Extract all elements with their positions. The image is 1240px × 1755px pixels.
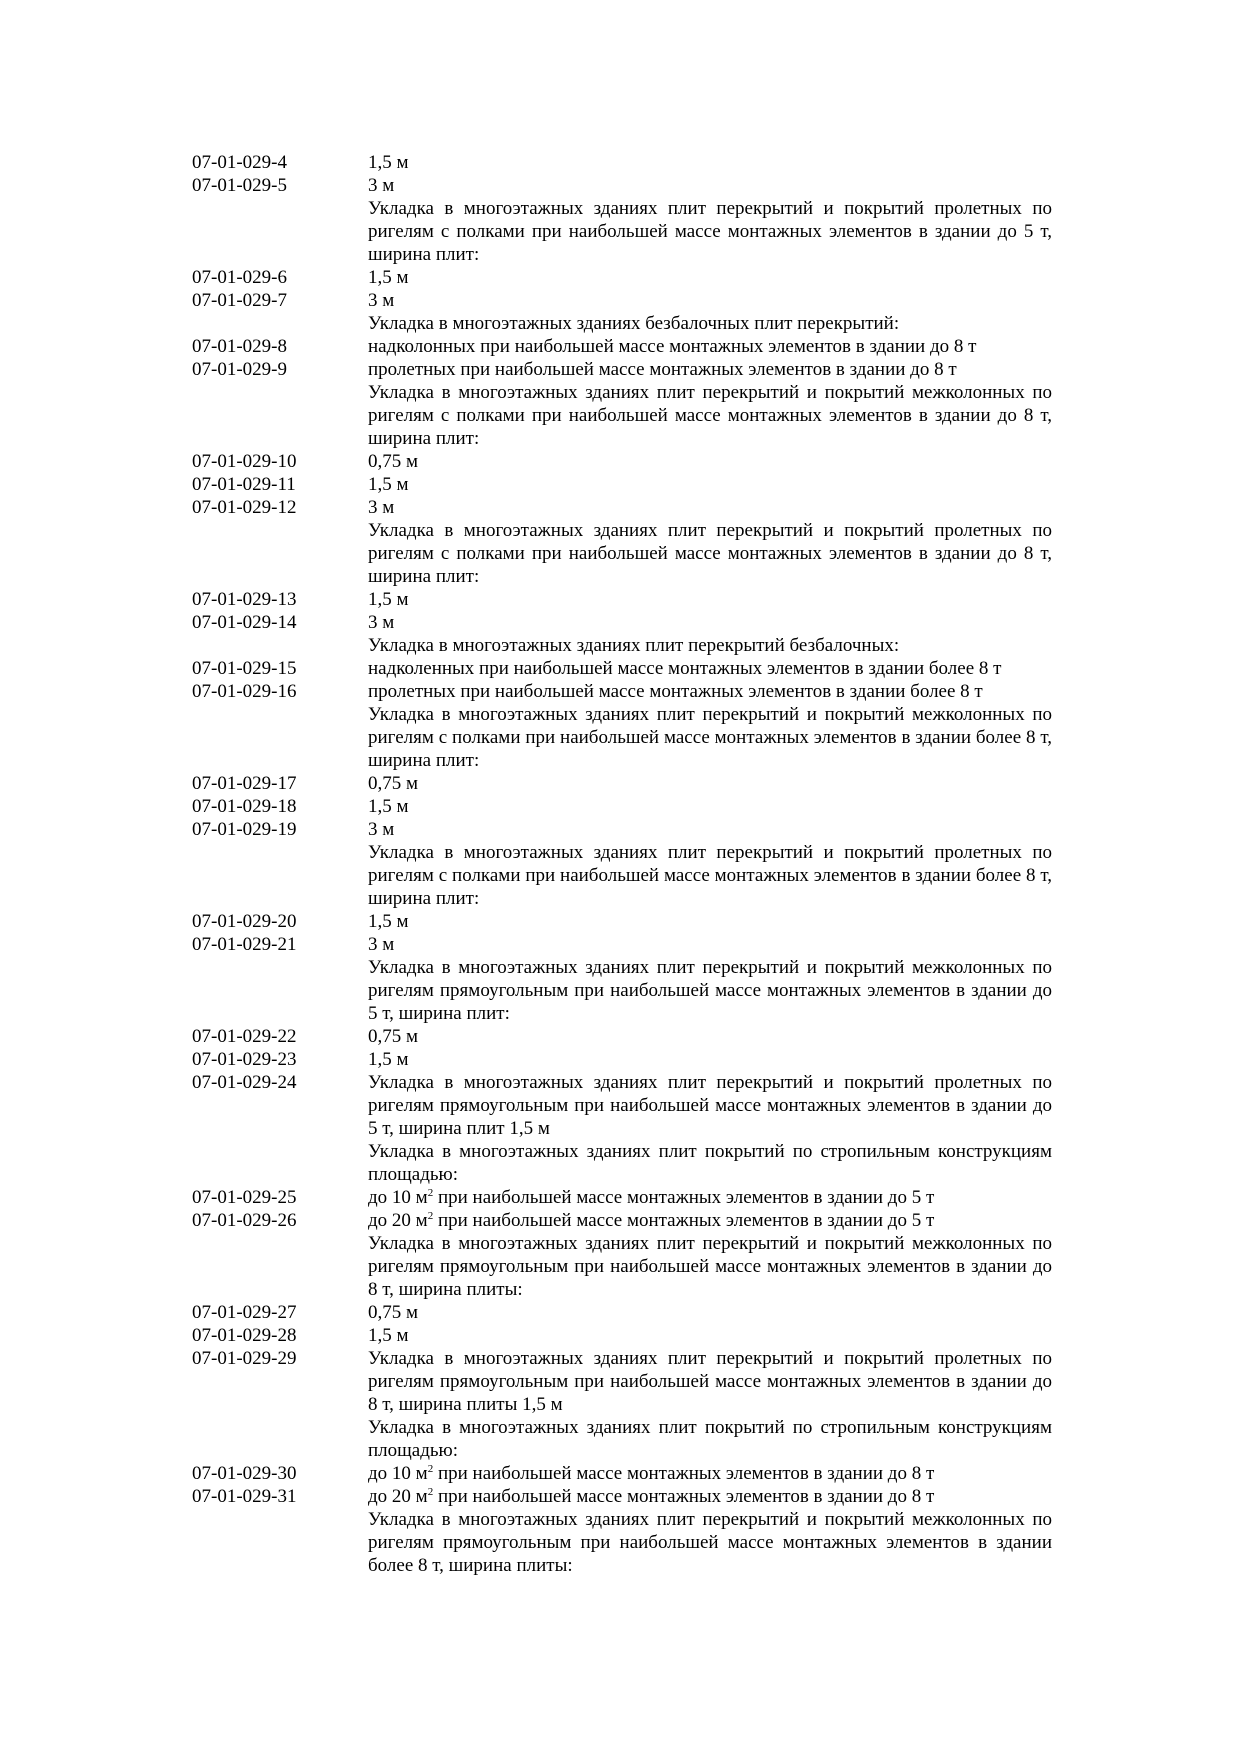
rate-code: 07-01-029-14: [192, 612, 297, 633]
rate-description: Укладка в многоэтажных зданиях плит перекрытий и покрытий пролетных по ригелям прямоугольным при наибольшей массе монтажных элементов в здании до 8 т, ширина плиты 1,5 м: [368, 1348, 1052, 1415]
rate-description: 1,5 м: [368, 911, 409, 932]
rate-entry-row: [192, 1025, 1052, 1048]
rate-code: 07-01-029-8: [192, 336, 287, 357]
section-heading: Укладка в многоэтажных зданиях плит перекрытий и покрытий межколонных по ригелям прямоугольным при наибольшей массе монтажных элементов в здании до 8 т, ширина плиты:: [368, 1233, 1052, 1300]
rate-description: 1,5 м: [368, 474, 409, 495]
rate-description: пролетных при наибольшей массе монтажных элементов в здании до 8 т: [368, 359, 957, 380]
section-heading: Укладка в многоэтажных зданиях плит перекрытий и покрытий межколонных по ригелям прямоугольным при наибольшей массе монтажных элементов в здании до 5 т, ширина плит:: [368, 957, 1052, 1024]
rate-description: 3 м: [368, 612, 395, 633]
section-heading: Укладка в многоэтажных зданиях плит покрытий по стропильным конструкциям площадью:: [368, 1417, 1052, 1461]
section-heading-row: [192, 1508, 1052, 1577]
superscript: 2: [427, 1187, 434, 1199]
rate-entry-row: [192, 289, 1052, 312]
rate-code: 07-01-029-22: [192, 1026, 297, 1047]
rate-code: 07-01-029-31: [192, 1486, 297, 1507]
rate-code: 07-01-029-9: [192, 359, 287, 380]
superscript: 2: [427, 1463, 434, 1475]
rate-entry-row: [192, 358, 1052, 381]
rate-code: 07-01-029-26: [192, 1210, 297, 1231]
description-part: при наибольшей массе монтажных элементов в здании до 8 т: [433, 1463, 935, 1484]
rate-entry-row: [192, 174, 1052, 197]
rate-description: 3 м: [368, 934, 395, 955]
rate-entry-row: [192, 1324, 1052, 1347]
rate-code: 07-01-029-17: [192, 773, 297, 794]
rate-code: 07-01-029-23: [192, 1049, 297, 1070]
description-part: до 10 м: [368, 1463, 428, 1484]
rate-entry-row: [192, 1301, 1052, 1324]
description-part: до 20 м: [368, 1210, 428, 1231]
rate-entry-row: [192, 1186, 1052, 1209]
section-heading: Укладка в многоэтажных зданиях плит перекрытий и покрытий межколонных по ригелям с полками при наибольшей массе монтажных элементов в здании до 8 т, ширина плит:: [368, 382, 1052, 449]
rate-code: 07-01-029-5: [192, 175, 287, 196]
section-heading-row: [192, 197, 1052, 266]
rate-description: 0,75 м: [368, 773, 419, 794]
section-heading: Укладка в многоэтажных зданиях плит перекрытий безбалочных:: [368, 635, 900, 656]
rate-description: 0,75 м: [368, 1302, 419, 1323]
rate-code: 07-01-029-30: [192, 1463, 297, 1484]
rate-description: 1,5 м: [368, 267, 409, 288]
section-heading-row: [192, 956, 1052, 1025]
section-heading-row: [192, 1140, 1052, 1186]
rate-entry-row: [192, 772, 1052, 795]
rate-code: 07-01-029-12: [192, 497, 297, 518]
rate-entry-row: [192, 795, 1052, 818]
rate-description: 0,75 м: [368, 1026, 419, 1047]
rate-entry-row: [192, 496, 1052, 519]
rate-code: 07-01-029-6: [192, 267, 287, 288]
rate-description: 1,5 м: [368, 152, 409, 173]
rate-entry-row: [192, 1347, 1052, 1416]
rate-entry-row: [192, 335, 1052, 358]
rate-description: [368, 1186, 1052, 1209]
rate-code: 07-01-029-13: [192, 589, 297, 610]
description-part: при наибольшей массе монтажных элементов в здании до 5 т: [433, 1187, 935, 1208]
rate-entry-row: [192, 818, 1052, 841]
section-heading: Укладка в многоэтажных зданиях плит перекрытий и покрытий пролетных по ригелям с полками при наибольшей массе монтажных элементов в здании до 8 т, ширина плит:: [368, 520, 1052, 587]
section-heading-row: [192, 634, 1052, 657]
rate-code: 07-01-029-11: [192, 474, 296, 495]
rate-entry-row: [192, 266, 1052, 289]
description-part: при наибольшей массе монтажных элементов в здании до 5 т: [433, 1210, 935, 1231]
rate-code: 07-01-029-27: [192, 1302, 297, 1323]
rate-code: 07-01-029-25: [192, 1187, 297, 1208]
section-heading-row: [192, 519, 1052, 588]
rate-entry-row: [192, 680, 1052, 703]
rate-description: [368, 1462, 1052, 1485]
rate-entry-row: [192, 473, 1052, 496]
superscript: 2: [427, 1210, 434, 1222]
section-heading-row: [192, 381, 1052, 450]
rate-entry-row: [192, 1048, 1052, 1071]
rate-code-list: [192, 151, 1052, 1577]
rate-entry-row: [192, 611, 1052, 634]
rate-code: 07-01-029-20: [192, 911, 297, 932]
section-heading: Укладка в многоэтажных зданиях безбалочных плит перекрытий:: [368, 313, 900, 334]
section-heading-row: [192, 703, 1052, 772]
section-heading: Укладка в многоэтажных зданиях плит перекрытий и покрытий межколонных по ригелям с полками при наибольшей массе монтажных элементов в здании более 8 т, ширина плит:: [368, 704, 1052, 771]
rate-code: 07-01-029-15: [192, 658, 297, 679]
rate-description: 1,5 м: [368, 1049, 409, 1070]
rate-entry-row: [192, 1209, 1052, 1232]
rate-entry-row: [192, 933, 1052, 956]
section-heading: Укладка в многоэтажных зданиях плит перекрытий и покрытий межколонных по ригелям прямоугольным при наибольшей массе монтажных элементов в здании более 8 т, ширина плиты:: [368, 1509, 1052, 1576]
rate-code: 07-01-029-24: [192, 1072, 297, 1093]
rate-code: 07-01-029-28: [192, 1325, 297, 1346]
rate-description: [368, 1209, 1052, 1232]
section-heading-row: [192, 312, 1052, 335]
rate-description: 1,5 м: [368, 796, 409, 817]
rate-code: 07-01-029-4: [192, 152, 287, 173]
rate-description: 3 м: [368, 497, 395, 518]
description-part: до 20 м: [368, 1486, 428, 1507]
rate-entry-row: [192, 1462, 1052, 1485]
rate-code: 07-01-029-7: [192, 290, 287, 311]
rate-code: 07-01-029-21: [192, 934, 297, 955]
rate-code: 07-01-029-16: [192, 681, 297, 702]
rate-description: пролетных при наибольшей массе монтажных элементов в здании более 8 т: [368, 681, 983, 702]
rate-entry-row: [192, 657, 1052, 680]
rate-description: надколонных при наибольшей массе монтажных элементов в здании до 8 т: [368, 336, 977, 357]
rate-description: 3 м: [368, 290, 395, 311]
section-heading-row: [192, 1232, 1052, 1301]
section-heading: Укладка в многоэтажных зданиях плит перекрытий и покрытий пролетных по ригелям с полками при наибольшей массе монтажных элементов в здании более 8 т, ширина плит:: [368, 842, 1052, 909]
rate-entry-row: [192, 151, 1052, 174]
section-heading-row: [192, 1416, 1052, 1462]
rate-entry-row: [192, 450, 1052, 473]
rate-code: 07-01-029-18: [192, 796, 297, 817]
section-heading: Укладка в многоэтажных зданиях плит покрытий по стропильным конструкциям площадью:: [368, 1141, 1052, 1185]
rate-code: 07-01-029-29: [192, 1348, 297, 1369]
rate-description: 3 м: [368, 175, 395, 196]
rate-entry-row: [192, 1485, 1052, 1508]
superscript: 2: [427, 1486, 434, 1498]
rate-description: 1,5 м: [368, 1325, 409, 1346]
rate-description: 1,5 м: [368, 589, 409, 610]
rate-description: 0,75 м: [368, 451, 419, 472]
section-heading: Укладка в многоэтажных зданиях плит перекрытий и покрытий пролетных по ригелям с полками при наибольшей массе монтажных элементов в здании до 5 т, ширина плит:: [368, 198, 1052, 265]
rate-description: 3 м: [368, 819, 395, 840]
rate-code: 07-01-029-19: [192, 819, 297, 840]
rate-entry-row: [192, 588, 1052, 611]
rate-entry-row: [192, 1071, 1052, 1140]
rate-code: 07-01-029-10: [192, 451, 297, 472]
description-part: при наибольшей массе монтажных элементов в здании до 8 т: [433, 1486, 935, 1507]
rate-description: надколенных при наибольшей массе монтажных элементов в здании более 8 т: [368, 658, 1002, 679]
rate-description: Укладка в многоэтажных зданиях плит перекрытий и покрытий пролетных по ригелям прямоугольным при наибольшей массе монтажных элементов в здании до 5 т, ширина плит 1,5 м: [368, 1072, 1052, 1139]
rate-description: [368, 1485, 1052, 1508]
rate-entry-row: [192, 910, 1052, 933]
section-heading-row: [192, 841, 1052, 910]
description-part: до 10 м: [368, 1187, 428, 1208]
